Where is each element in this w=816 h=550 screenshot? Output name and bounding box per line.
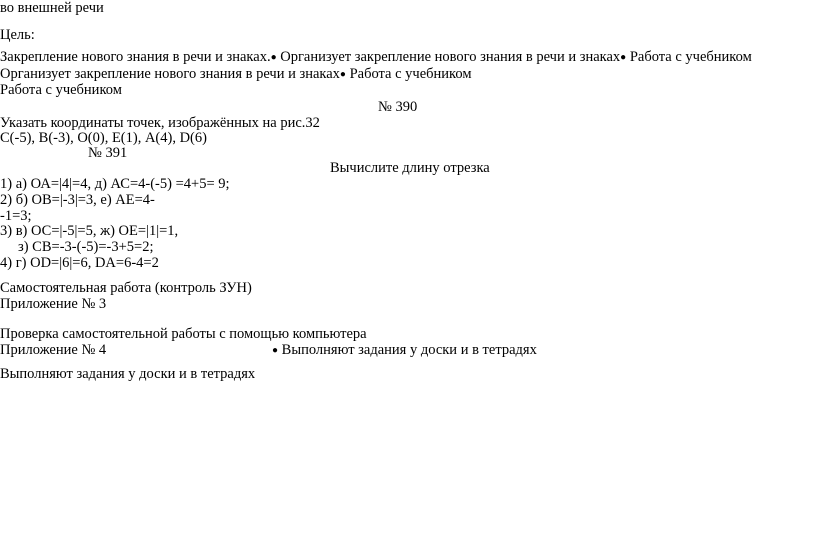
text-line: во внешней речи	[0, 0, 104, 16]
text-line: 2) б) ОВ=|-3|=3, е) АЕ=4-	[0, 192, 155, 208]
bullet-icon: ●	[272, 345, 279, 356]
bullet-icon: ●	[620, 52, 627, 63]
text-line: Работа с учебником	[0, 82, 122, 98]
text-line: Вычислите длину отрезка	[330, 160, 490, 176]
text-line: Указать координаты точек, изображённых на рис.32	[0, 115, 320, 131]
text-segment: Работа с учебником	[345, 66, 472, 82]
text-line: Проверка самостоятельной работы с помощью компьютера	[0, 326, 367, 342]
text-segment: Работа с учебником	[626, 49, 752, 65]
text-line: з) СВ=-3-(-5)=-3+5=2;	[18, 239, 154, 255]
text-line: Приложение № 3	[0, 296, 107, 312]
text-line	[272, 342, 537, 360]
text-line: Самостоятельная работа (контроль ЗУН)	[0, 280, 252, 296]
bullet-icon: ●	[270, 52, 277, 63]
text-line: Цель:	[0, 27, 35, 43]
text-segment: Закрепление нового знания в речи и знаках.	[0, 49, 271, 65]
text-line: Выполняют задания у доски и в тетрадях	[0, 366, 256, 382]
text-segment: Организует закрепление нового знания в речи и знаках	[276, 49, 621, 65]
text-line: 4) г) ОD=|6|=6, DА=6-4=2	[0, 255, 159, 271]
text-line: С(-5), В(-3), О(0), Е(1), А(4), D(6)	[0, 130, 207, 146]
exercise-number: № 391	[88, 145, 128, 161]
text-segment: Организует закрепление нового знания в речи и знаках	[0, 66, 340, 82]
text-line: Приложение № 4	[0, 342, 107, 358]
bullet-icon: ●	[339, 69, 346, 80]
exercise-number: № 390	[378, 99, 418, 115]
text-line: 3) в) ОС=|-5|=5, ж) ОЕ=|1|=1,	[0, 223, 179, 239]
text-line: 1) а) ОА=|4|=4, д) АС=4-(-5) =4+5= 9;	[0, 176, 230, 192]
text-line	[0, 49, 752, 67]
text-segment: Выполняют задания у доски и в тетрадях	[278, 342, 537, 358]
text-line: -1=3;	[0, 208, 32, 224]
